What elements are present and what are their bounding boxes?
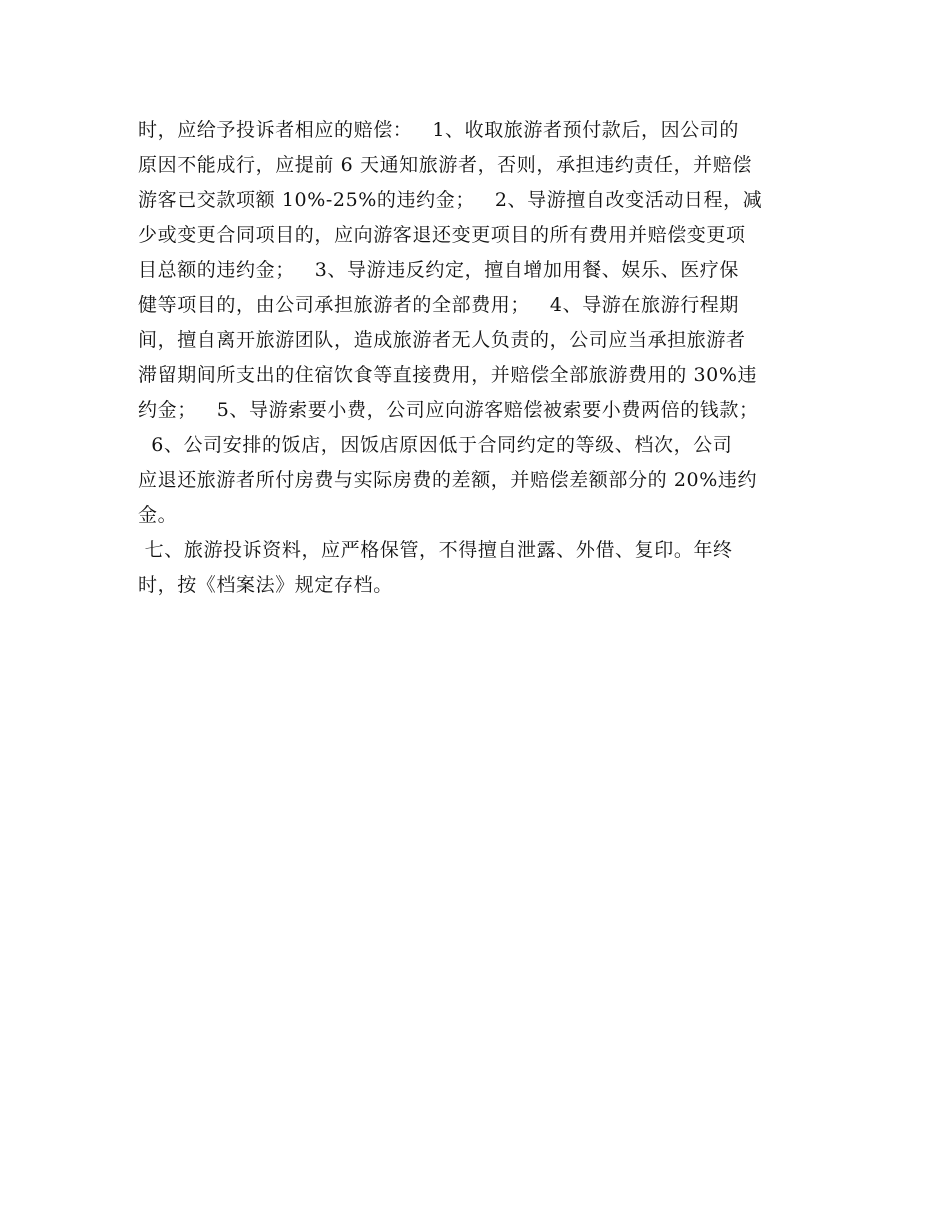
text-line: 时，应给予投诉者相应的赔偿： 1、收取旅游者预付款后，因公司的 [138,119,740,141]
text-line: 6、公司安排的饭店，因饭店原因低于合同约定的等级、档次，公司 [138,434,733,456]
text-line: 少或变更合同项目的，应向游客退还变更项目的所有费用并赔偿变更项 [138,224,746,246]
text-line: 应退还旅游者所付房费与实际房费的差额，并赔偿差额部分的 20%违约 [138,469,758,491]
text-line: 游客已交款项额 10%-25%的违约金； 2、导游擅自改变活动日程，减 [138,189,763,211]
text-line: 目总额的违约金； 3、导游违反约定，擅自增加用餐、娱乐、医疗保 [138,259,740,281]
text-line: 健等项目的，由公司承担旅游者的全部费用； 4、导游在旅游行程期 [138,294,740,316]
text-line: 原因不能成行，应提前 6 天通知旅游者，否则，承担违约责任，并赔偿 [138,154,752,176]
text-line: 间，擅自离开旅游团队，造成旅游者无人负责的，公司应当承担旅游者 [138,329,746,351]
text-line: 滞留期间所支出的住宿饮食等直接费用，并赔偿全部旅游费用的 30%违 [138,364,758,386]
text-line: 金。 [138,504,178,526]
text-line: 时，按《档案法》规定存档。 [138,574,393,596]
text-line: 七、旅游投诉资料，应严格保管，不得擅自泄露、外借、复印。年终 [138,539,733,561]
text-line: 约金； 5、导游索要小费，公司应向游客赔偿被索要小费两倍的钱款； [138,399,759,421]
document-body [138,113,838,603]
